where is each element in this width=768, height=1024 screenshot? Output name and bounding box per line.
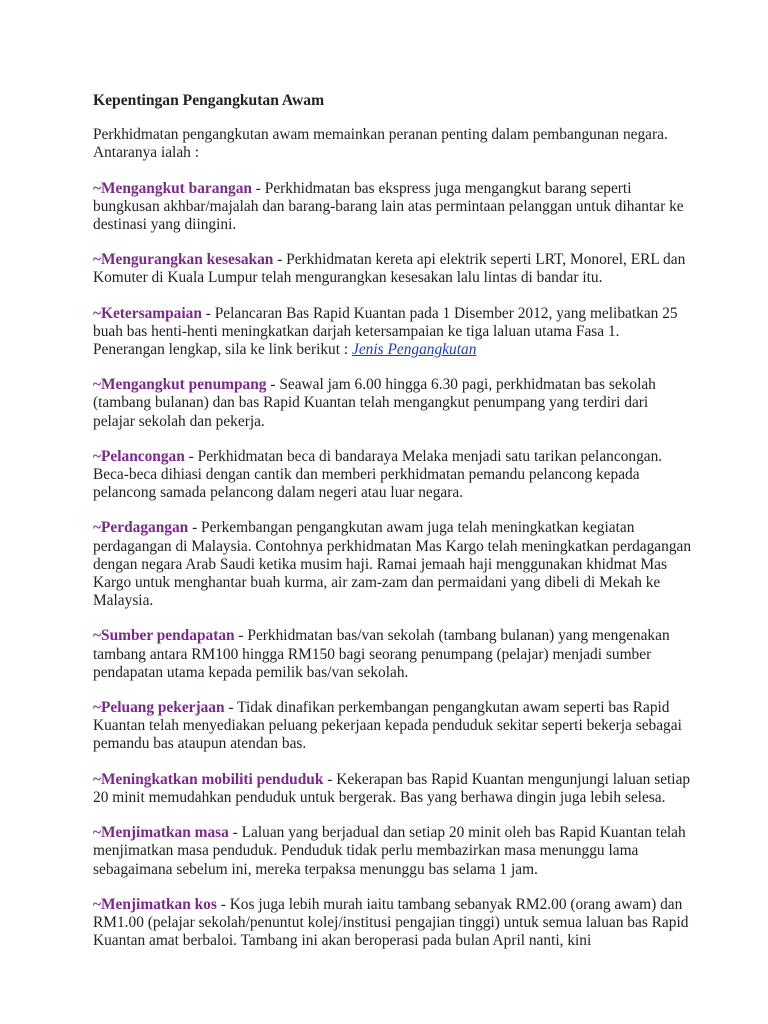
section-paragraph [93, 519, 693, 610]
section-term: ~Perdagangan [93, 519, 189, 537]
section-paragraph [93, 251, 693, 287]
section-term: ~Menjimatkan kos [93, 895, 217, 913]
section-paragraph [93, 824, 693, 879]
section-text: - Perkhidmatan beca di bandaraya Melaka menjadi satu tarikan pelancongan. Beca-beca dihiasi dengan cantik dan memberi perkhidmatan pemandu pelancong kepada pelancong samada pelancong dalam negeri atau luar negara. [93, 447, 663, 502]
jenis-pengangkutan-link[interactable]: Jenis Pengangkutan [352, 341, 477, 359]
section-term: ~Menjimatkan masa [93, 824, 229, 842]
section-term: ~Mengangkut barangan [93, 179, 252, 197]
section-term: ~Mengurangkan kesesakan [93, 251, 274, 269]
section-paragraph [93, 448, 693, 503]
section-term: ~Sumber pendapatan [93, 627, 235, 645]
section-paragraph [93, 376, 693, 431]
intro-paragraph: Perkhidmatan pengangkutan awam memainkan peranan penting dalam pembangunan negara. Antaranya ialah : [93, 126, 668, 162]
section-paragraph [93, 699, 693, 754]
section-term: ~Peluang pekerjaan [93, 699, 225, 717]
section-text: - Kos juga lebih murah iaitu tambang sebanyak RM2.00 (orang awam) dan RM1.00 (pelajar sekolah/penuntut kolej/institusi pengajian tinggi) untuk semua laluan bas Rapid Kuantan amat berbaloi. Tambang ini akan beroperasi pada bulan April nanti, kini [93, 895, 689, 950]
section-term: ~Pelancongan [93, 447, 185, 465]
section-text: - Seawal jam 6.00 hingga 6.30 pagi, perkhidmatan bas sekolah (tambang bulanan) dan bas Rapid Kuantan telah mengangkut penumpang yang terdiri dari pelajar sekolah dan pekerja. [93, 376, 656, 430]
section-term: ~Mengangkut penumpang [93, 376, 267, 394]
section-paragraph [93, 180, 693, 235]
document-title: Kepentingan Pengangkutan Awam [93, 92, 325, 109]
section-text: - Perkembangan pengangkutan awam juga telah meningkatkan kegiatan perdagangan di Malaysia. Contohnya perkhidmatan Mas Kargo telah meningkatkan perdagangan dengan negara Arab Saudi ketika musim haji. Ramai jemaah haji menggunakan khidmat Mas Kargo untuk menghantar buah kurma, air zam-zam dan permaidani yang dibeli di Mekah ke Malaysia. [93, 519, 692, 610]
section-text: - Perkhidmatan kereta api elektrik seperti LRT, Monorel, ERL dan Komuter di Kuala Lumpur telah mengurangkan kesesakan lalu lintas di bandar itu. [93, 251, 686, 287]
section-text: - Laluan yang berjadual dan setiap 20 minit oleh bas Rapid Kuantan telah menjimatkan masa penduduk. Penduduk tidak perlu membazirkan masa menunggu lama sebagaimana sebelum ini, mereka terpaksa menunggu bas selama 1 jam. [93, 824, 686, 878]
section-paragraph [93, 896, 693, 951]
section-paragraph [93, 771, 693, 807]
section-term: ~Ketersampaian [93, 304, 202, 322]
section-text: - Pelancaran Bas Rapid Kuantan pada 1 Disember 2012, yang melibatkan 25 buah bas henti-henti meningkatkan darjah ketersampaian ke tiga laluan utama Fasa 1. Penerangan lengkap, sila ke link berikut : [93, 304, 678, 359]
section-paragraph [93, 627, 693, 682]
section-text: - Tidak dinafikan perkembangan pengangkutan awam seperti bas Rapid Kuantan telah menyediakan peluang pekerjaan kepada penduduk sekitar seperti bekerja sebagai pemandu bas ataupun atendan bas. [93, 699, 682, 753]
section-term: ~Meningkatkan mobiliti penduduk [93, 770, 324, 788]
section-text: - Perkhidmatan bas ekspress juga mengangkut barang seperti bungkusan akhbar/majalah dan barang-barang lain atas permintaan pelanggan untuk dihantar ke destinasi yang diingini. [93, 179, 684, 234]
section-text: - Kekerapan bas Rapid Kuantan mengunjungi laluan setiap 20 minit memudahkan penduduk untuk bergerak. Bas yang berhawa dingin juga lebih selesa. [93, 770, 691, 806]
document-page [93, 92, 693, 967]
section-text: - Perkhidmatan bas/van sekolah (tambang bulanan) yang mengenakan tambang antara RM100 hingga RM150 bagi seorang penumpang (pelajar) menjadi sumber pendapatan utama kepada pemilik bas/van sekolah. [93, 627, 670, 681]
section-paragraph [93, 305, 693, 360]
